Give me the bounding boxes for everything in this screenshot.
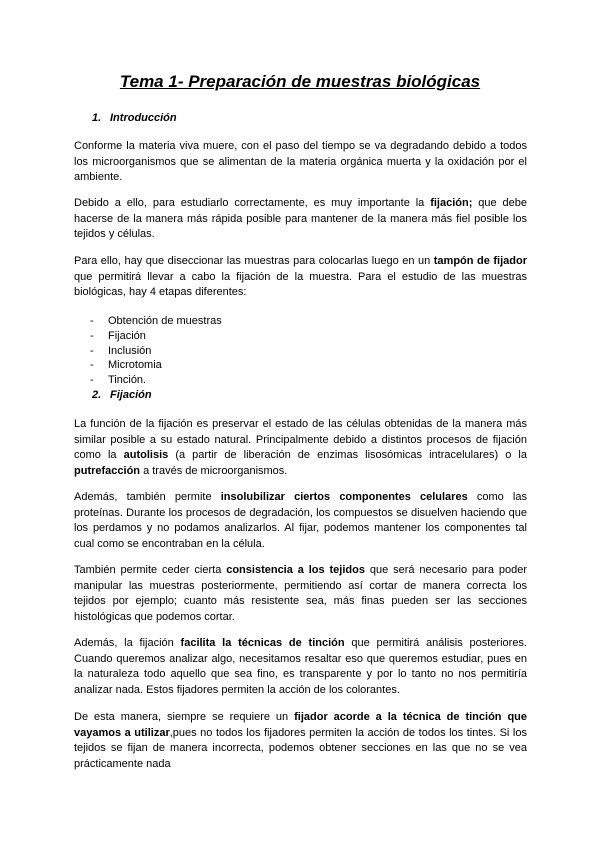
dash-bullet: - [90, 359, 94, 372]
text-run: Además, la fijación [74, 637, 181, 649]
text-run: que será necesario para poder manipular las muestras posteriormente, permitiendo así cortar de manera correcta los tejidos por ejemplo; cuanto más resistente sea, más finas pueden ser las secciones histológicas que podemos cortar. [74, 564, 527, 623]
section-label: Introducción [110, 112, 177, 124]
section-label: Fijación [110, 389, 152, 401]
paragraph-7 [74, 636, 527, 698]
dash-bullet: - [90, 329, 94, 342]
dash-bullet: - [90, 315, 94, 327]
text-run: a través de microorganismos. [140, 464, 288, 477]
list-item [90, 314, 222, 329]
text-run: También permite ceder cierta [74, 564, 227, 576]
list-item-label: Inclusión [108, 344, 152, 357]
paragraph-1: Conforme la materia viva muere, con el paso del tiempo se va degradando debido a todos los microorganismos que se alimentan de la materia orgánica muerta y la oxidación por el ambiente. [74, 140, 527, 184]
text-run: Para ello, hay que diseccionar las muestras para colocarlas luego en un [74, 255, 434, 267]
text-run: que permitirá llevar a cabo la fijación de la muestra. Para el estudio de las muestras biológicas, hay 4 etapas diferentes: [74, 270, 527, 299]
dash-bullet: - [90, 344, 94, 357]
page-title: Tema 1- Preparación de muestras biológicas [119, 72, 481, 91]
list-item-label: Fijación [108, 329, 146, 342]
paragraph-6 [74, 563, 527, 625]
bold-text: tampón de fijador [433, 255, 527, 267]
list-item [90, 373, 222, 388]
text-run: Además, también permite [74, 491, 221, 503]
text-run: Debido a ello, para estudiarlo correctamente, es muy importante la [74, 197, 431, 209]
list-item [90, 358, 222, 373]
text-run: De esta manera, siempre se requiere un [74, 711, 295, 723]
section-number: 1. [92, 112, 102, 124]
section-heading-fijacion [92, 389, 152, 401]
bold-text: fijador acorde a la técnica de tinción que vayamos a utilizar [74, 711, 527, 739]
paragraph-5 [74, 490, 527, 552]
list-item [90, 329, 222, 344]
text-run: que permitirá análisis posteriores. Cuando queremos analizar algo, necesitamos resaltar eso que queremos estudiar, pues en la naturaleza todo aquello que sea fino, es transparente y por lo tanto no nos permitiría analizar nada. Estos fijadores permiten la acción de los colorantes. [74, 637, 527, 696]
paragraph-4 [74, 417, 527, 479]
stages-list [90, 314, 222, 388]
list-item [90, 344, 222, 359]
dash-bullet: - [90, 374, 94, 387]
text-run: La función de la fijación es preservar el estado de las células obtenidas de la manera más similar posible a su estado natural. Principalmente debido a distintos procesos de fijación como la [74, 418, 527, 462]
list-item-label: Obtención de muestras [108, 315, 222, 327]
text-run: como las proteínas. Durante los procesos de degradación, los compuestos se disuelven haciendo que los perdamos y no podamos analizarlos. Al fijar, podemos mantener los componentes tal cual como se encontraban en la célula. [74, 491, 527, 550]
section-heading-introduccion [92, 112, 177, 124]
bold-text: facilita la técnicas de tinción [180, 637, 345, 649]
bold-text: insolubilizar ciertos componentes celulares [220, 491, 468, 503]
bold-text: consistencia a los tejidos [226, 564, 365, 576]
text-run: ,pues no todos los fijadores permiten la acción de todos los tintes. Si los tejidos se fijan de manera incorrecta, podemos obtener secciones en las que no se vea prácticamente nada [74, 726, 527, 770]
bold-text: putrefacción [74, 464, 141, 477]
text-run: que debe hacerse de la manera más rápida posible para mantener de la manera más fiel posible los tejidos y células. [74, 197, 527, 241]
text-run: (a partir de liberación de enzimas lisosómicas intracelulares) o la [168, 449, 527, 462]
paragraph-2 [74, 196, 527, 243]
list-item-label: Tinción. [108, 374, 147, 387]
paragraph-8 [74, 710, 527, 772]
bold-text: fijación; [430, 197, 473, 209]
list-item-label: Microtomia [108, 359, 162, 372]
section-number: 2. [92, 389, 102, 401]
paragraph-3 [74, 254, 527, 301]
bold-text: autolisis [123, 449, 169, 462]
